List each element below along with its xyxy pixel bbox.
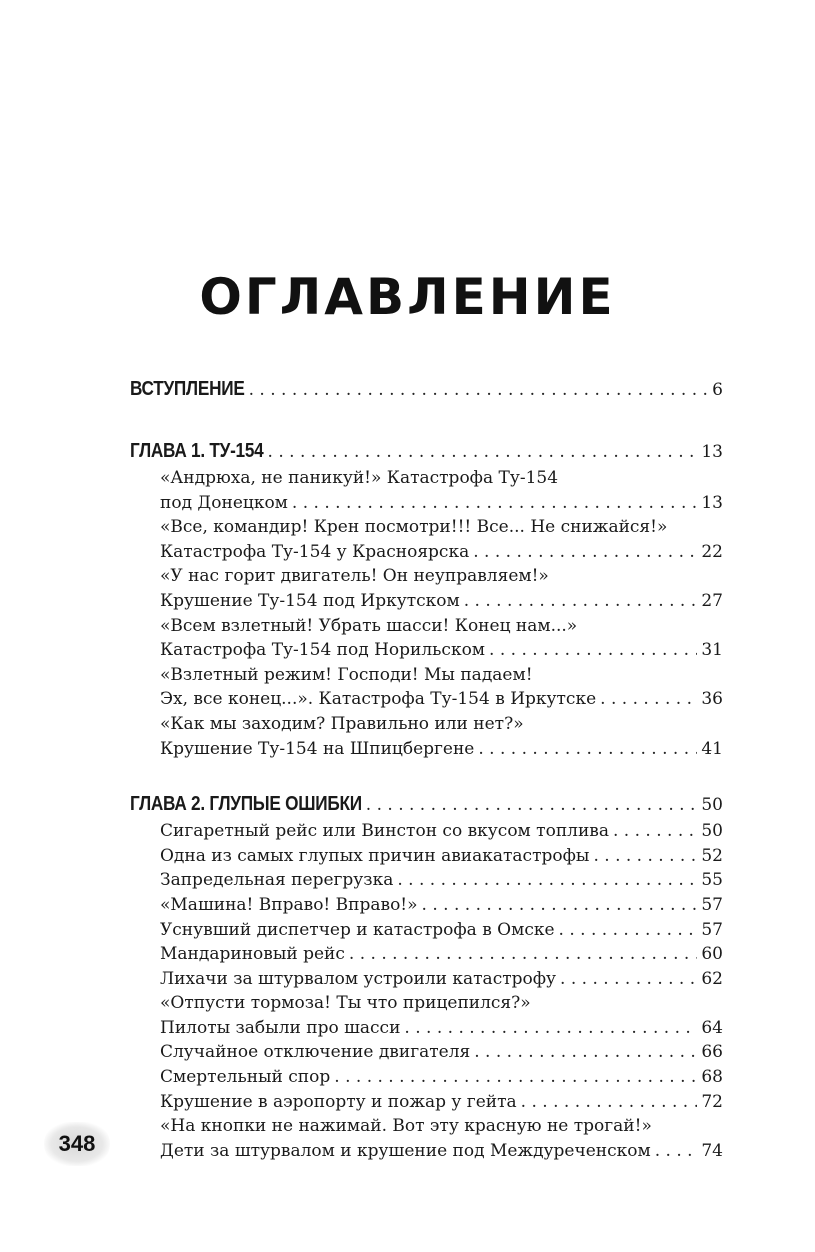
toc-entry <box>130 712 723 761</box>
toc-entry <box>130 1090 723 1115</box>
entry-title-line1: «Взлетный режим! Господи! Мы падаем! <box>160 664 533 685</box>
intro-page: 6 <box>712 380 723 400</box>
entry-title: Пилоты забыли про шасси <box>160 1017 401 1038</box>
dot-leader <box>422 893 698 918</box>
entry-page: 41 <box>701 738 723 759</box>
entry-title: Сигаретный рейс или Винстон со вкусом топлива <box>160 821 609 842</box>
toc-entry <box>130 844 723 869</box>
entry-title-line1: «Все, командир! Крен посмотри!!! Все... Не снижайся!» <box>160 517 668 538</box>
dot-leader <box>292 491 697 516</box>
entry-title: под Донецком <box>160 492 288 513</box>
entry-page: 66 <box>701 1042 723 1063</box>
toc-entry <box>130 893 723 918</box>
entry-title: Одна из самых глупых причин авиакатастрофы <box>160 845 590 866</box>
toc-entry <box>130 1065 723 1090</box>
dot-leader <box>268 437 698 467</box>
entry-page: 57 <box>701 894 723 915</box>
entry-title-line1: «На кнопки не нажимай. Вот эту красную не трогай!» <box>160 1116 652 1137</box>
page-number: 348 <box>44 1122 110 1166</box>
intro-title: ВСТУПЛЕНИЕ <box>130 378 245 400</box>
dot-leader <box>489 638 697 663</box>
entry-title: Катастрофа Ту-154 под Норильском <box>160 640 486 661</box>
page-title: ОГЛАВЛЕНИЕ <box>199 268 616 326</box>
toc-entry <box>130 967 723 992</box>
toc-entry <box>130 515 723 564</box>
chapter-page: 50 <box>701 795 723 816</box>
entry-title: Запредельная перегрузка <box>160 870 394 891</box>
entry-page: 50 <box>701 821 723 842</box>
chapter-title: ГЛАВА 2. ГЛУПЫЕ ОШИБКИ <box>130 793 362 816</box>
entry-page: 62 <box>701 968 723 989</box>
dot-leader <box>559 918 698 943</box>
entry-page: 60 <box>701 944 723 965</box>
dot-leader <box>474 1040 697 1065</box>
entry-page: 22 <box>701 541 723 562</box>
dot-leader <box>404 1016 697 1041</box>
entry-page: 27 <box>701 590 723 611</box>
chapter-title: ГЛАВА 1. ТУ-154 <box>130 440 264 462</box>
entry-title: Катастрофа Ту-154 у Красноярска <box>160 541 470 562</box>
entry-title: Крушение в аэропорту и пожар у гейта <box>160 1091 517 1112</box>
entry-title-line1: «У нас горит двигатель! Он неуправляем!» <box>160 566 549 587</box>
entry-page: 52 <box>701 845 723 866</box>
dot-leader <box>478 737 697 762</box>
dot-leader <box>349 942 697 967</box>
entry-title: Эх, все конец...». Катастрофа Ту-154 в Иркутске <box>160 689 597 710</box>
entry-title-line1: «Всем взлетный! Убрать шасси! Конец нам...» <box>160 615 578 636</box>
dot-leader <box>600 687 697 712</box>
entry-page: 31 <box>701 640 723 661</box>
table-of-contents <box>130 374 723 1163</box>
toc-entry <box>130 564 723 613</box>
entry-title-line1: «Как мы заходим? Правильно или нет?» <box>160 713 524 734</box>
entry-title-line1: «Андрюха, не паникуй!» Катастрофа Ту-154 <box>160 468 559 488</box>
toc-entry <box>130 868 723 893</box>
entry-title: Крушение Ту-154 на Шпицбергене <box>160 738 475 759</box>
entry-page: 36 <box>701 689 723 710</box>
entry-title: Лихачи за штурвалом устроили катастрофу <box>160 968 557 989</box>
chapter-page: 13 <box>701 442 723 462</box>
dot-leader <box>397 868 697 893</box>
toc-chapter-heading <box>130 436 723 466</box>
dot-leader <box>366 790 698 820</box>
chapters <box>130 436 723 1163</box>
entry-page: 55 <box>701 870 723 891</box>
toc-entry <box>130 1040 723 1065</box>
toc-entry <box>130 614 723 663</box>
dot-leader <box>521 1090 698 1115</box>
toc-entry <box>130 1114 723 1163</box>
entry-title-line1: «Отпусти тормоза! Ты что прицепился?» <box>160 993 531 1014</box>
entry-title: Дети за штурвалом и крушение под Междуреченском <box>160 1140 651 1161</box>
dot-leader <box>464 589 698 614</box>
dot-leader <box>655 1139 698 1164</box>
dot-leader <box>334 1065 697 1090</box>
entry-page: 57 <box>701 919 723 940</box>
entry-title: Случайное отключение двигателя <box>160 1042 471 1063</box>
entry-title: Крушение Ту-154 под Иркутском <box>160 590 460 611</box>
dot-leader <box>593 844 697 869</box>
entry-page: 64 <box>701 1017 723 1038</box>
toc-entry <box>130 918 723 943</box>
dot-leader <box>249 375 709 405</box>
entry-title: Смертельный спор <box>160 1067 331 1088</box>
entry-title: «Машина! Вправо! Вправо!» <box>160 894 418 915</box>
entry-page: 72 <box>701 1091 723 1112</box>
toc-entry <box>130 942 723 967</box>
toc-entry <box>130 991 723 1040</box>
toc-entry <box>130 819 723 844</box>
dot-leader <box>613 819 697 844</box>
toc-chapter-heading <box>130 789 723 819</box>
entry-title: Мандариновый рейс <box>160 944 345 965</box>
dot-leader <box>560 967 697 992</box>
entry-page: 13 <box>701 492 723 513</box>
toc-intro <box>130 374 723 404</box>
toc-entry <box>130 466 723 515</box>
toc-entry <box>130 663 723 712</box>
dot-leader <box>473 540 697 565</box>
entry-page: 74 <box>701 1140 723 1161</box>
entry-page: 68 <box>701 1067 723 1088</box>
entry-title: Уснувший диспетчер и катастрофа в Омске <box>160 919 555 940</box>
